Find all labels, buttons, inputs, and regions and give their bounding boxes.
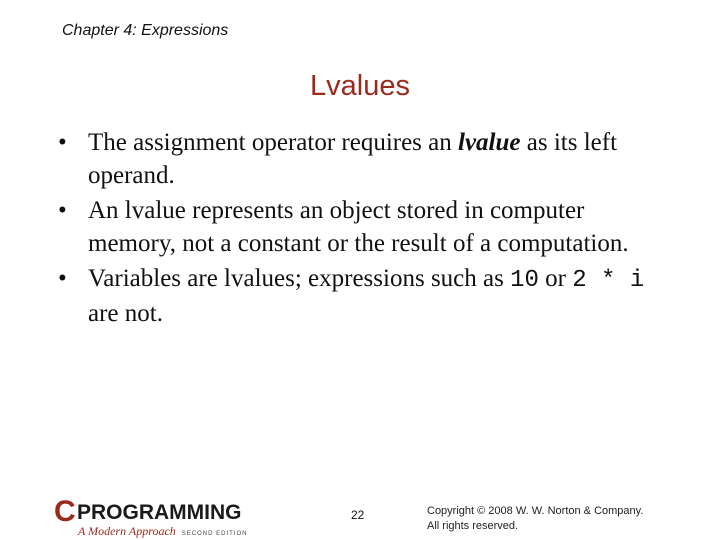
bullet-text: as its left operand. xyxy=(88,129,618,189)
copyright-notice xyxy=(427,504,643,534)
bullet-text: The assignment operator requires an xyxy=(88,129,459,156)
bullet-text: are not. xyxy=(88,300,163,327)
bullet-icon: • xyxy=(58,197,67,224)
bullet-list xyxy=(56,126,676,332)
logo-letter: C xyxy=(54,495,76,528)
bullet-text: An lvalue represents an object stored in computer memory, not a constant or the result of a computation. xyxy=(88,197,629,257)
slide-title: Lvalues xyxy=(310,70,410,102)
copyright-line: All rights reserved. xyxy=(427,520,519,532)
bullet-text: or xyxy=(538,265,573,292)
bullet-icon: • xyxy=(58,265,67,292)
page-number: 22 xyxy=(351,508,365,522)
book-logo xyxy=(54,497,268,539)
logo-edition: SECOND EDITION xyxy=(181,531,248,537)
code-snippet: 10 xyxy=(510,267,539,294)
bullet-text: Variables are lvalues; expressions such as xyxy=(88,265,511,292)
logo-subtitle xyxy=(78,524,247,539)
emphasis-term: lvalue xyxy=(458,129,521,156)
bullet-item xyxy=(56,194,676,260)
logo-title: PROGRAMMING xyxy=(77,501,242,524)
bullet-icon: • xyxy=(58,129,67,156)
copyright-line: Copyright © 2008 W. W. Norton & Company. xyxy=(427,505,644,517)
bullet-item xyxy=(56,262,676,330)
logo-subtitle-text: A Modern Approach xyxy=(78,524,176,538)
chapter-header: Chapter 4: Expressions xyxy=(62,22,229,39)
bullet-item xyxy=(56,126,676,192)
code-snippet: 2 * i xyxy=(572,267,645,294)
